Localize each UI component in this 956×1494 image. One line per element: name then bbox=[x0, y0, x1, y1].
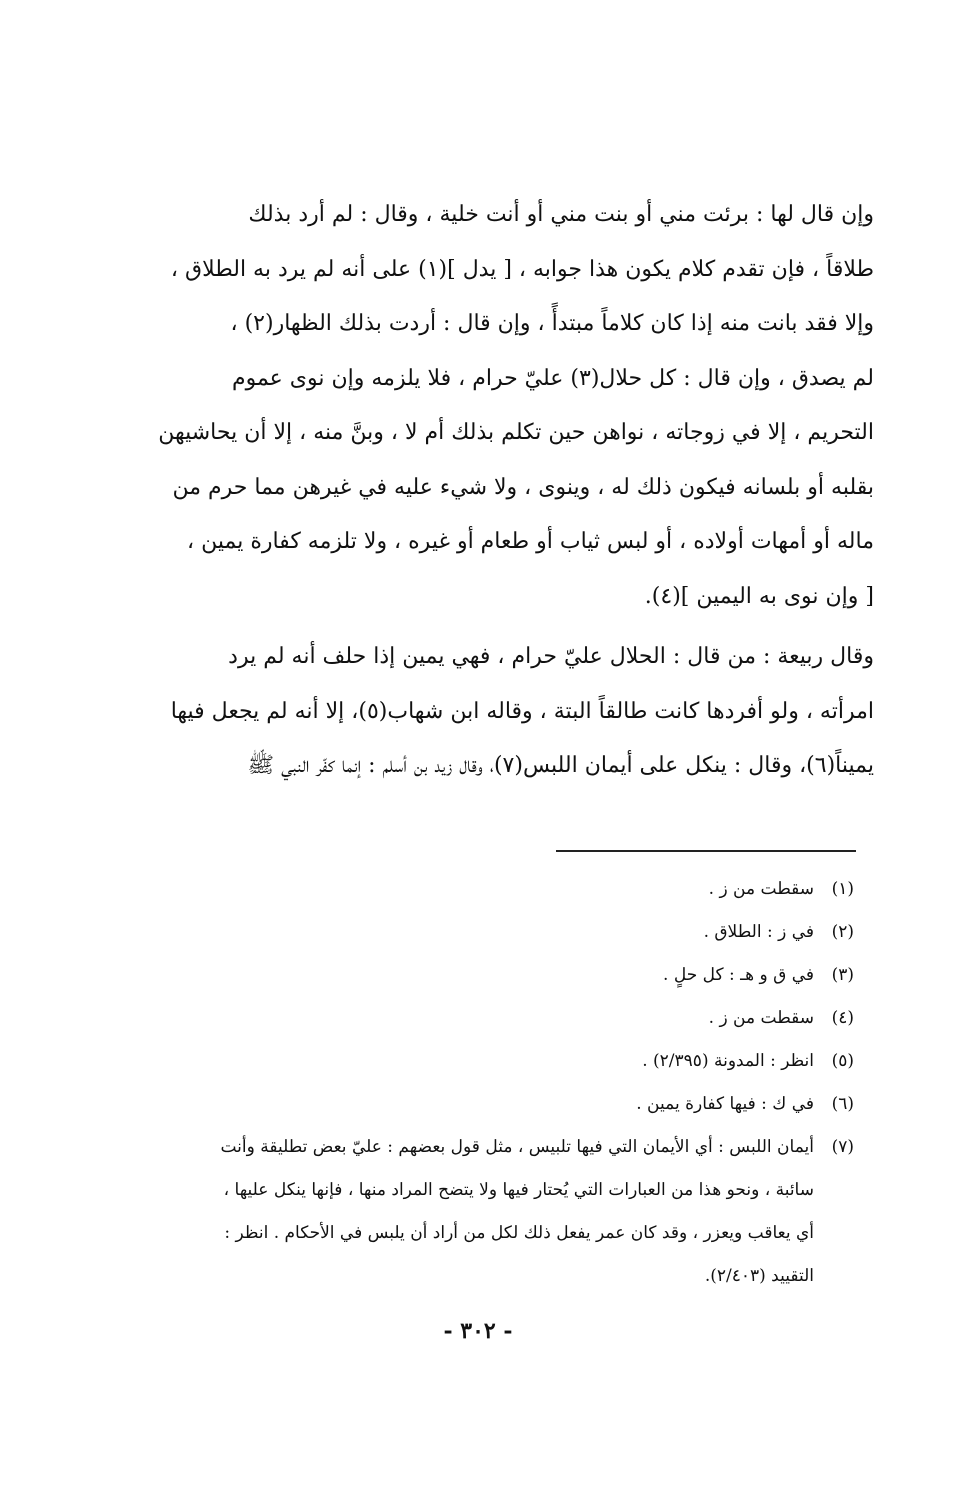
footnote-text bbox=[74, 954, 814, 997]
footnote-text bbox=[74, 1083, 814, 1126]
footnote-number: (٦) bbox=[831, 1094, 854, 1114]
text-line: ماله أو أمهات أولاده ، أو لبس ثياب أو طعام أو غيره ، ولا تلزمه كفارة يمين ، bbox=[187, 529, 874, 554]
text-line: لم يصدق ، وإن قال : كل حلال(٣) عليّ حرام ، فلا يلزمه وإن نوى عموم bbox=[231, 365, 874, 391]
main-text bbox=[74, 188, 874, 794]
footnote-line: أيمان اللبس : أي الأيمان التي فيها تلبيس ، مثل قول بعضهم : عليّ بعض تطليقة وأنت bbox=[220, 1137, 814, 1157]
footnote-line: أي يعاقب ويعزر ، وقد كان عمر يفعل ذلك لكل من أراد أن يلبس في الأحكام . انظر : bbox=[224, 1223, 814, 1243]
text-line: امرأته ، ولو أفردها كانت طالقاً البتة ، وقاله ابن شهاب(٥)، إلا أنه لم يجعل فيها bbox=[170, 698, 874, 724]
footnote bbox=[74, 954, 854, 997]
text-line: طلاقاً ، فإن تقدم كلام يكون هذا جوابه ، [ يدل ](١) على أنه لم يرد به الطلاق ، bbox=[170, 256, 874, 282]
footnote-line: سقطت من ز . bbox=[708, 879, 814, 899]
footnote-number: (١) bbox=[831, 879, 854, 899]
text-line: وقال ربيعة : من قال : الحلال عليّ حرام ، فهي يمين إذا حلف أنه لم يرد bbox=[228, 644, 874, 669]
paragraph-1 bbox=[74, 188, 874, 624]
footnote-separator bbox=[556, 850, 856, 852]
footnote-line: انظر : المدونة (٢/٣٩٥) . bbox=[642, 1051, 814, 1071]
text-line: [ وإن نوى به اليمين ](٤). bbox=[644, 583, 874, 609]
footnote-text bbox=[74, 1126, 814, 1298]
text-line: وإن قال لها : برئت مني أو بنت مني أو أنت خلية ، وقال : لم أرد بذلك bbox=[248, 202, 874, 227]
text-line: التحريم ، إلا في زوجاته ، نواهن حين تكلم بذلك أم لا ، وبنَّ منه ، إلا أن يحاشيهن bbox=[158, 420, 874, 445]
text-line: يميناً(٦)، وقال : ينكل على أيمان اللبس(٧)، وقال زيد بن أسلم : إنما كفّر النبي ﷺ bbox=[247, 753, 874, 778]
footnote-number: (٤) bbox=[831, 1008, 854, 1028]
footnote-text bbox=[74, 997, 814, 1040]
footnote-line: سقطت من ز . bbox=[708, 1008, 814, 1028]
footnote bbox=[74, 1126, 854, 1298]
footnote-number: (٣) bbox=[831, 965, 854, 985]
paragraph-2 bbox=[74, 630, 874, 794]
text-line: وإلا فقد بانت منه إذا كان كلاماً مبتدأً ، وإن قال : أردت بذلك الظهار(٢) ، bbox=[230, 311, 874, 336]
footnote bbox=[74, 1040, 854, 1083]
footnote-text bbox=[74, 911, 814, 954]
footnote-line: التقييد (٢/٤٠٣). bbox=[704, 1266, 814, 1286]
footnote bbox=[74, 997, 854, 1040]
footnote-number: (٢) bbox=[831, 922, 854, 942]
footnote-line: في ك : فيها كفارة يمين . bbox=[636, 1094, 814, 1114]
footnotes bbox=[74, 868, 854, 1298]
footnote-number: (٥) bbox=[831, 1051, 854, 1071]
text-line: بقلبه أو بلسانه فيكون ذلك له ، وينوى ، ولا شيء عليه في غيرهن مما حرم من bbox=[172, 474, 874, 500]
footnote-line: في ق و هـ : كل حلٍ . bbox=[663, 965, 814, 985]
footnote-text bbox=[74, 1040, 814, 1083]
footnote bbox=[74, 868, 854, 911]
page-number: - ٣٠٢ - bbox=[443, 1318, 513, 1344]
footnote-number: (٧) bbox=[831, 1137, 854, 1157]
footnote bbox=[74, 911, 854, 954]
footnote-line: سائبة ، ونحو هذا من العبارات التي يُحتار فيها ولا يتضح المراد منها ، فإنها ينكل عليها ، bbox=[223, 1180, 814, 1200]
footnote bbox=[74, 1083, 854, 1126]
footnote-line: في ز : الطلاق . bbox=[703, 922, 814, 942]
footnote-text bbox=[74, 868, 814, 911]
